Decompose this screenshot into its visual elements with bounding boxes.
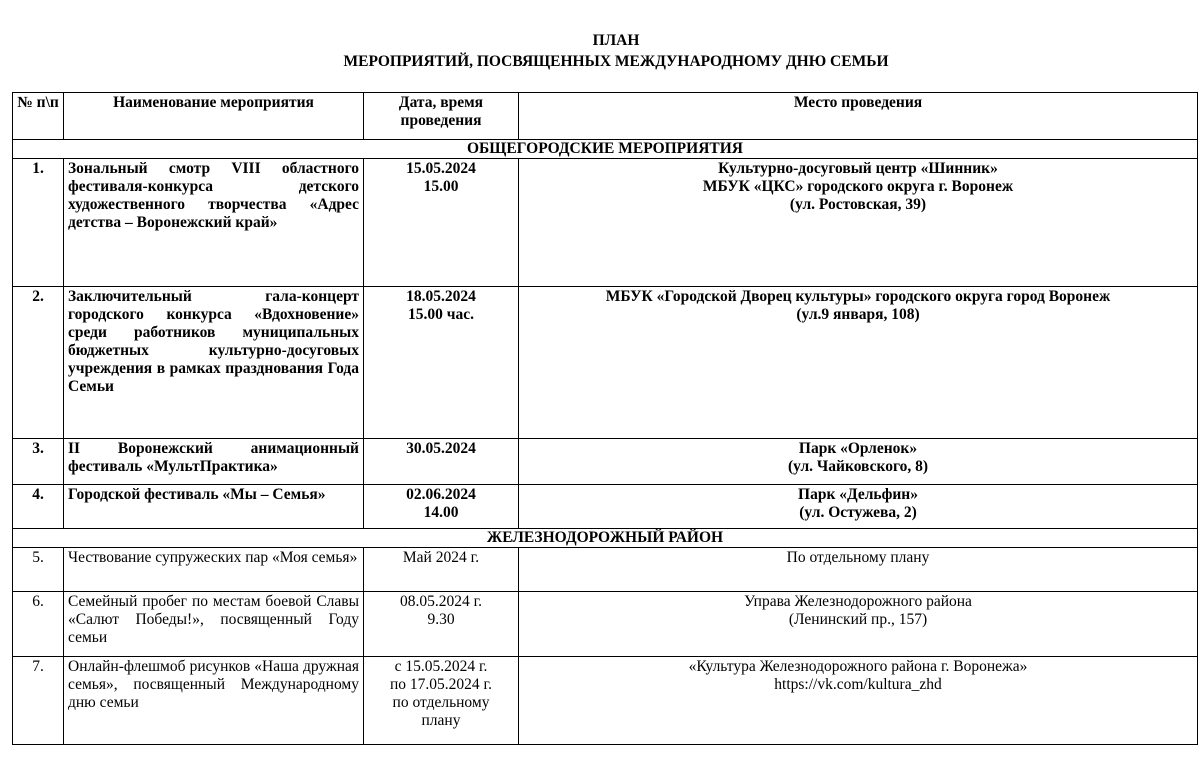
column-header-number: № п\п xyxy=(13,93,64,140)
event-name: Онлайн-флешмоб рисунков «Наша дружная семья», посвященный Международному дню семьи xyxy=(64,657,364,745)
event-name: Городской фестиваль «Мы – Семья» xyxy=(64,485,364,529)
event-name: II Воронежский анимационный фестиваль «МультПрактика» xyxy=(64,439,364,485)
event-place: Управа Железнодорожного района (Ленинский пр., 157) xyxy=(519,592,1198,657)
event-date: Май 2024 г. xyxy=(364,548,519,592)
table-header-row xyxy=(13,93,1198,140)
event-date: 08.05.2024 г. 9.30 xyxy=(364,592,519,657)
section-row-citywide xyxy=(13,140,1198,159)
event-date: 02.06.2024 14.00 xyxy=(364,485,519,529)
row-number: 7. xyxy=(13,657,64,745)
event-date: с 15.05.2024 г. по 17.05.2024 г. по отдельному плану xyxy=(364,657,519,745)
plan-subtitle: МЕРОПРИЯТИЙ, ПОСВЯЩЕННЫХ МЕЖДУНАРОДНОМУ ДНЮ СЕМЬИ xyxy=(343,53,889,70)
event-place: По отдельному плану xyxy=(519,548,1198,592)
plan-title: ПЛАН xyxy=(592,32,640,49)
row-number: 6. xyxy=(13,592,64,657)
table-row xyxy=(13,439,1198,485)
table-row xyxy=(13,159,1198,287)
event-place: Культурно-досуговый центр «Шинник» МБУК «ЦКС» городского округа г. Воронеж (ул. Ростовская, 39) xyxy=(519,159,1198,287)
event-name: Чествование супружеских пар «Моя семья» xyxy=(64,548,364,592)
event-place: «Культура Железнодорожного района г. Воронежа» https://vk.com/kultura_zhd xyxy=(519,657,1198,745)
table-row xyxy=(13,485,1198,529)
event-place: Парк «Орленок» (ул. Чайковского, 8) xyxy=(519,439,1198,485)
events-table xyxy=(12,92,1198,745)
column-header-date: Дата, время проведения xyxy=(364,93,519,140)
section-title: ЖЕЛЕЗНОДОРОЖНЫЙ РАЙОН xyxy=(13,529,1198,548)
event-name: Заключительный гала-концерт городского конкурса «Вдохновение» среди работников муниципальных бюджетных культурно-досуговых учреждения в рамках празднования Года Семьи xyxy=(64,287,364,439)
event-name: Зональный смотр VIII областного фестиваля-конкурса детского художественного творчества «Адрес детства – Воронежский край» xyxy=(64,159,364,287)
row-number: 2. xyxy=(13,287,64,439)
section-row-railway-district xyxy=(13,529,1198,548)
event-date: 18.05.2024 15.00 час. xyxy=(364,287,519,439)
column-header-place: Место проведения xyxy=(519,93,1198,140)
table-row xyxy=(13,592,1198,657)
event-name: Семейный пробег по местам боевой Славы «Салют Победы!», посвященный Году семьи xyxy=(64,592,364,657)
event-date: 15.05.2024 15.00 xyxy=(364,159,519,287)
column-header-name: Наименование мероприятия xyxy=(64,93,364,140)
table-row xyxy=(13,287,1198,439)
row-number: 1. xyxy=(13,159,64,287)
event-place: Парк «Дельфин» (ул. Остужева, 2) xyxy=(519,485,1198,529)
row-number: 4. xyxy=(13,485,64,529)
event-date: 30.05.2024 xyxy=(364,439,519,485)
table-row xyxy=(13,548,1198,592)
section-title: ОБЩЕГОРОДСКИЕ МЕРОПРИЯТИЯ xyxy=(13,140,1198,159)
row-number: 5. xyxy=(13,548,64,592)
event-place: МБУК «Городской Дворец культуры» городского округа город Воронеж (ул.9 января, 108) xyxy=(519,287,1198,439)
table-row xyxy=(13,657,1198,745)
row-number: 3. xyxy=(13,439,64,485)
